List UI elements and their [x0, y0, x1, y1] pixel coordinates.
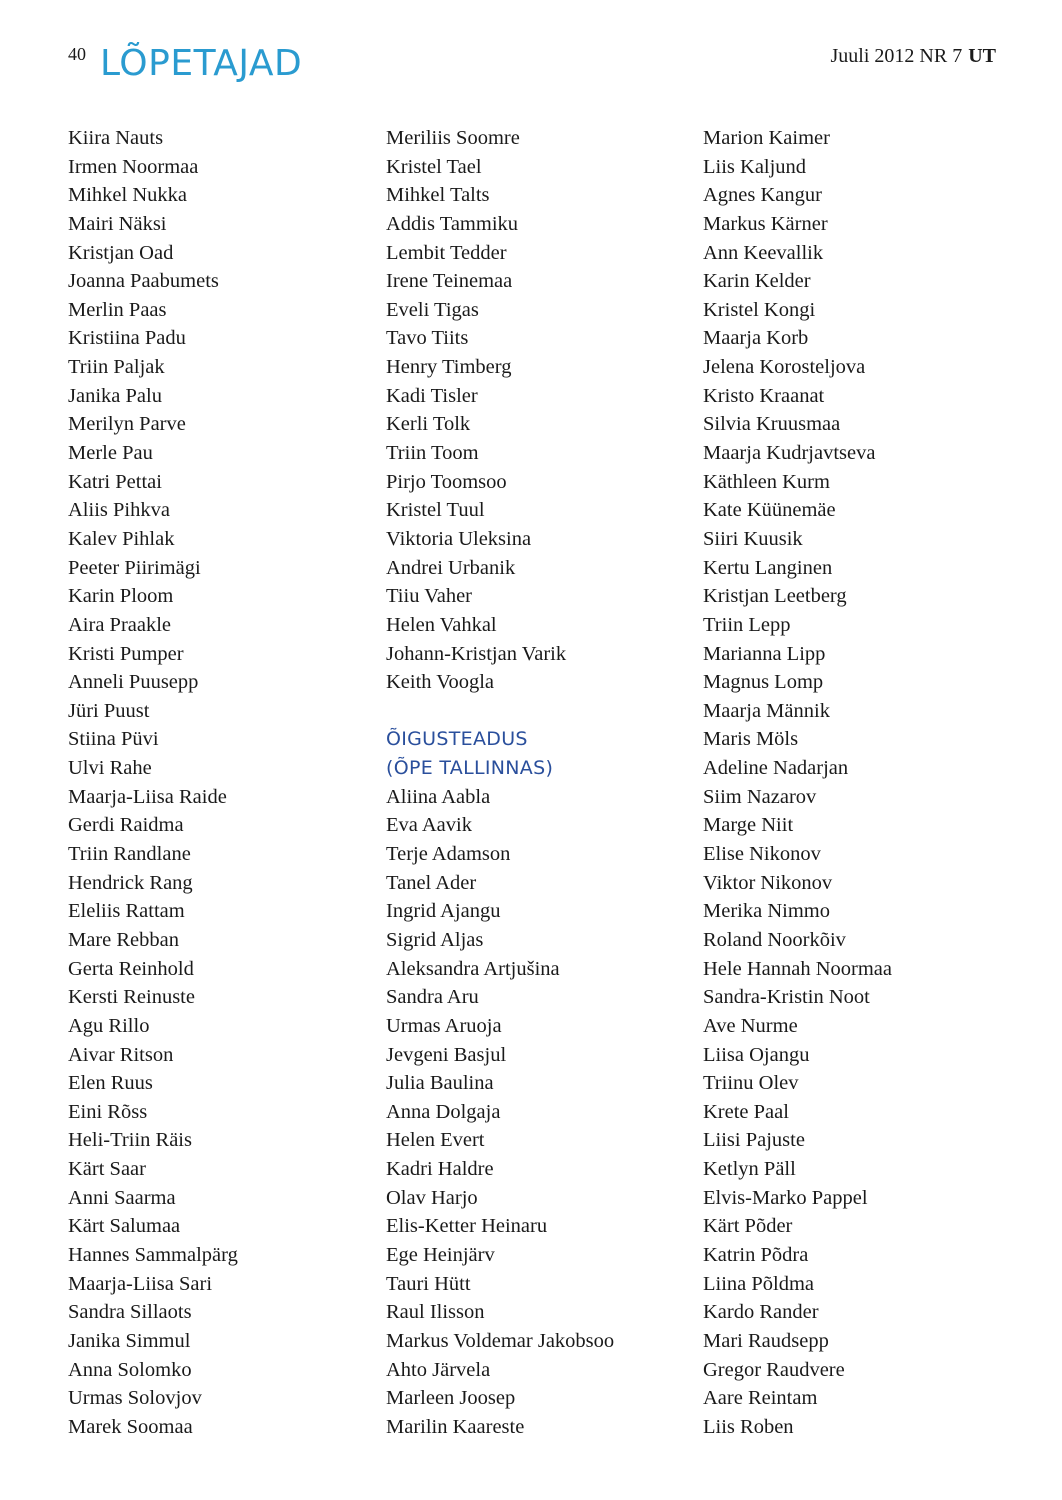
graduate-name: Urmas Aruoja	[386, 1014, 502, 1037]
graduate-name: Merlin Paas	[68, 298, 167, 321]
graduate-name: Eveli Tigas	[386, 298, 479, 321]
graduate-name: Kristjan Leetberg	[703, 585, 847, 608]
graduate-name: Merle Pau	[68, 442, 153, 465]
publication-brand: UT	[968, 45, 996, 67]
graduate-name: Sandra Aru	[386, 986, 479, 1009]
graduate-name: Helen Vahkal	[386, 613, 497, 636]
graduate-name: Kardo Rander	[703, 1301, 819, 1324]
graduate-name: Helen Evert	[386, 1129, 485, 1152]
graduate-name: Liis Roben	[703, 1415, 794, 1438]
graduate-name: Mare Rebban	[68, 928, 179, 951]
graduate-name: Peeter Piirimägi	[68, 556, 201, 579]
graduate-name: Mihkel Nukka	[68, 184, 187, 207]
graduate-name: Viktoria Uleksina	[386, 527, 532, 550]
graduate-name: Stiina Püvi	[68, 728, 159, 751]
graduate-name: Jelena Korosteljova	[703, 356, 866, 379]
graduate-name: Katrin Põdra	[703, 1243, 809, 1266]
graduate-name: Kalev Pihlak	[68, 527, 175, 550]
graduate-name: Liis Kaljund	[703, 155, 807, 178]
graduate-name: Triinu Olev	[703, 1072, 799, 1095]
graduate-name: Julia Baulina	[386, 1072, 494, 1095]
graduate-name: Gregor Raudvere	[703, 1358, 845, 1381]
graduate-name: Elen Ruus	[68, 1072, 153, 1095]
graduate-name: Ege Heinjärv	[386, 1243, 495, 1266]
graduate-name: Kristel Kongi	[703, 298, 816, 321]
graduate-name: Kate Küünemäe	[703, 499, 836, 522]
graduate-name: Eva Aavik	[386, 814, 472, 837]
graduate-name: Adeline Nadarjan	[703, 757, 849, 780]
graduate-name: Hannes Sammalpärg	[68, 1243, 238, 1266]
graduate-name: Maarja Kudrjavtseva	[703, 442, 876, 465]
section-title: LÕPETAJAD	[100, 43, 303, 84]
graduate-name: Kadri Haldre	[386, 1158, 494, 1181]
graduate-name: Kadi Tisler	[386, 384, 478, 407]
graduate-name: Tavo Tiits	[386, 327, 469, 350]
graduate-name: Terje Adamson	[386, 843, 511, 866]
graduate-name: Anni Saarma	[68, 1186, 176, 1209]
graduate-name: Liisi Pajuste	[703, 1129, 805, 1152]
graduate-name: Henry Timberg	[386, 356, 512, 379]
graduate-name: Karin Ploom	[68, 585, 174, 608]
graduate-name: Janika Palu	[68, 384, 162, 407]
graduate-name: Irmen Noormaa	[68, 155, 199, 178]
graduate-name: Anna Solomko	[68, 1358, 192, 1381]
graduate-name: Silvia Kruusmaa	[703, 413, 841, 436]
graduate-name: Elise Nikonov	[703, 843, 821, 866]
graduate-name: Kärt Salumaa	[68, 1215, 181, 1238]
graduate-name: Triin Paljak	[68, 356, 165, 379]
graduate-name: Liina Põldma	[703, 1272, 815, 1295]
graduate-name: Mihkel Talts	[386, 184, 490, 207]
name-column-2	[386, 124, 614, 1441]
graduate-name: Elis-Ketter Heinaru	[386, 1215, 548, 1238]
graduate-name: Kristel Tael	[386, 155, 482, 178]
graduate-name: Lembit Tedder	[386, 241, 507, 264]
graduate-name: Agu Rillo	[68, 1014, 150, 1037]
graduate-name: Magnus Lomp	[703, 671, 824, 694]
graduate-name: Eleliis Rattam	[68, 900, 185, 923]
graduate-name: Andrei Urbanik	[386, 556, 516, 579]
graduate-name: Aliina Aabla	[386, 785, 491, 808]
graduate-name: Anna Dolgaja	[386, 1100, 501, 1123]
graduate-name: Pirjo Toomsoo	[386, 470, 507, 493]
graduate-name: Raul Ilisson	[386, 1301, 485, 1324]
graduate-name: Irene Teinemaa	[386, 270, 513, 293]
graduate-name: Agnes Kangur	[703, 184, 822, 207]
graduate-name: Merika Nimmo	[703, 900, 830, 923]
graduate-name: Aare Reintam	[703, 1387, 818, 1410]
graduate-name: Ahto Järvela	[386, 1358, 491, 1381]
graduate-name: Sigrid Aljas	[386, 928, 484, 951]
faculty-heading: ÕIGUSTEADUS	[386, 728, 528, 751]
graduate-name: Siiri Kuusik	[703, 527, 803, 550]
graduate-name: Kristo Kraanat	[703, 384, 825, 407]
graduate-name: Roland Noorkõiv	[703, 928, 846, 951]
issue-label: Juuli 2012 NR 7	[830, 45, 963, 67]
graduate-name: Elvis-Marko Pappel	[703, 1186, 868, 1209]
graduate-name: Marion Kaimer	[703, 127, 830, 149]
graduate-name: Hele Hannah Noormaa	[703, 957, 892, 980]
graduate-name: Olav Harjo	[386, 1186, 478, 1209]
graduate-name: Joanna Paabumets	[68, 270, 219, 293]
graduate-name: Aleksandra Artjušina	[386, 957, 560, 980]
graduate-name: Triin Randlane	[68, 843, 191, 866]
graduate-name: Ulvi Rahe	[68, 757, 152, 780]
graduate-name: Keith Voogla	[386, 671, 495, 694]
graduate-name: Jüri Puust	[68, 699, 150, 722]
graduate-name: Aliis Pihkva	[68, 499, 170, 522]
graduate-name: Addis Tammiku	[386, 212, 519, 235]
graduate-name: Marianna Lipp	[703, 642, 826, 665]
graduate-name: Ave Nurme	[703, 1014, 798, 1037]
graduate-name: Krete Paal	[703, 1100, 789, 1123]
graduate-name: Jevgeni Basjul	[386, 1043, 507, 1066]
graduate-name: Ketlyn Päll	[703, 1158, 796, 1181]
graduate-name: Triin Lepp	[703, 613, 791, 636]
graduate-name: Kersti Reinuste	[68, 986, 195, 1009]
name-column-3	[703, 124, 892, 1441]
graduate-name: Johann-Kristjan Varik	[386, 642, 567, 665]
graduate-name: Heli-Triin Räis	[68, 1129, 192, 1152]
graduate-name: Kristiina Padu	[68, 327, 186, 350]
graduate-name: Tanel Ader	[386, 871, 477, 894]
graduate-name: Urmas Solovjov	[68, 1387, 202, 1410]
graduate-name: Maarja Männik	[703, 699, 830, 722]
graduate-name: Kristi Pumper	[68, 642, 184, 665]
graduate-name: Meriliis Soomre	[386, 127, 520, 149]
graduate-name: Marek Soomaa	[68, 1415, 193, 1438]
graduate-name: Maarja-Liisa Sari	[68, 1272, 213, 1295]
graduate-name: Kerli Tolk	[386, 413, 471, 436]
graduate-name: Kertu Langinen	[703, 556, 833, 579]
graduate-name: Aira Praakle	[68, 613, 172, 636]
graduate-name: Maris Möls	[703, 728, 799, 751]
spacer	[386, 697, 614, 726]
graduate-name: Ann Keevallik	[703, 241, 824, 264]
graduate-name: Sandra-Kristin Noot	[703, 986, 870, 1009]
graduate-name: Mairi Näksi	[68, 212, 167, 235]
graduate-name: Sandra Sillaots	[68, 1301, 192, 1324]
graduate-name: Kärt Saar	[68, 1158, 146, 1181]
graduate-name: Tiiu Vaher	[386, 585, 473, 608]
graduate-name: Käthleen Kurm	[703, 470, 830, 493]
graduate-name: Siim Nazarov	[703, 785, 817, 808]
graduate-name: Eini Rõss	[68, 1100, 148, 1123]
graduate-name: Triin Toom	[386, 442, 479, 465]
name-column-1	[68, 124, 238, 1441]
graduate-name: Kristel Tuul	[386, 499, 485, 522]
graduate-name: Maarja Korb	[703, 327, 809, 350]
graduate-name: Markus Kärner	[703, 212, 828, 235]
graduate-name: Gerta Reinhold	[68, 957, 194, 980]
graduate-name: Kiira Nauts	[68, 127, 164, 149]
graduate-name: Kärt Põder	[703, 1215, 793, 1238]
graduate-name: Anneli Puusepp	[68, 671, 199, 694]
graduate-name: Hendrick Rang	[68, 871, 193, 894]
issue-info	[831, 44, 996, 68]
graduate-name: Maarja-Liisa Raide	[68, 785, 227, 808]
graduate-name: Gerdi Raidma	[68, 814, 184, 837]
graduate-name: Marilin Kaareste	[386, 1415, 525, 1438]
graduate-name: Viktor Nikonov	[703, 871, 833, 894]
graduate-name: Katri Pettai	[68, 470, 162, 493]
page-number: 40	[68, 44, 86, 64]
graduate-name: Ingrid Ajangu	[386, 900, 501, 923]
graduate-name: Aivar Ritson	[68, 1043, 174, 1066]
graduate-name: Markus Voldemar Jakobsoo	[386, 1329, 615, 1352]
graduate-name: Tauri Hütt	[386, 1272, 471, 1295]
graduate-name: Mari Raudsepp	[703, 1329, 829, 1352]
graduate-name: Kristjan Oad	[68, 241, 174, 264]
graduate-name: Janika Simmul	[68, 1329, 191, 1352]
graduate-name: Karin Kelder	[703, 270, 811, 293]
faculty-heading: (ÕPE TALLINNAS)	[386, 757, 554, 780]
graduate-name: Merilyn Parve	[68, 413, 186, 436]
graduate-name: Marleen Joosep	[386, 1387, 516, 1410]
graduate-name: Liisa Ojangu	[703, 1043, 810, 1066]
graduate-name: Marge Niit	[703, 814, 794, 837]
